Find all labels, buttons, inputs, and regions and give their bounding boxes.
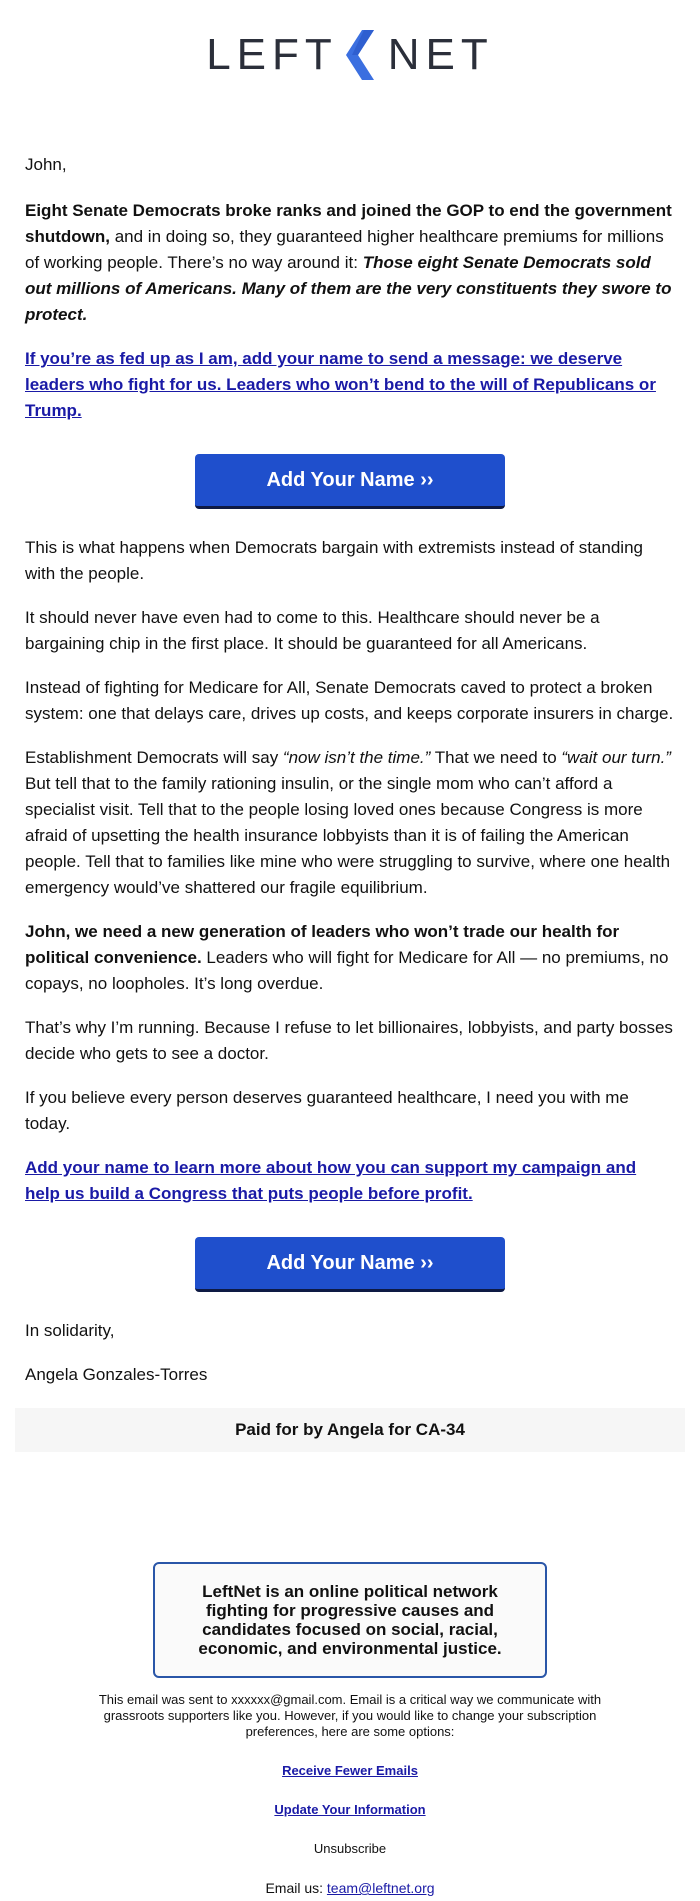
- receive-fewer-emails-link[interactable]: Receive Fewer Emails: [282, 1763, 418, 1778]
- paragraph-cta-link-2: [25, 1155, 675, 1207]
- leftnet-logo: [206, 30, 494, 80]
- footer-link-fewer: [0, 1758, 700, 1784]
- button-wrap-1: [25, 454, 675, 509]
- paragraph-7: That’s why I’m running. Because I refuse to let billionaires, lobbyists, and party bosses decide who gets to see a doctor.: [25, 1018, 673, 1063]
- paragraph-intro: [25, 198, 675, 328]
- p5-quote-1: “now isn’t the time.”: [282, 748, 431, 767]
- p5-b: That we need to: [430, 748, 562, 767]
- button-wrap-2: [25, 1237, 675, 1292]
- add-your-name-button-2[interactable]: Add Your Name ››: [195, 1237, 505, 1292]
- p6-bold: John, we need a new generation of leaders who won’t trade our health for political convenience.: [25, 922, 620, 967]
- email-address-link[interactable]: team@leftnet.org: [326, 1880, 435, 1896]
- p5-a: Establishment Democrats will say: [25, 748, 283, 767]
- logo-text-left: LEFT: [206, 30, 338, 79]
- signature: Angela Gonzales-Torres: [25, 1365, 208, 1384]
- header: [0, 0, 700, 100]
- unsubscribe-link[interactable]: Unsubscribe: [313, 1841, 387, 1856]
- p5-quote-2: “wait our turn.”: [561, 748, 671, 767]
- leftnet-about-box: LeftNet is an online political network fighting for progressive causes and candidates focused on social, racial, economic, and environmental justice.: [153, 1562, 547, 1678]
- paragraph-cta-link-1: [25, 346, 675, 424]
- paragraph-4: Instead of fighting for Medicare for All, Senate Democrats caved to protect a broken system: one that delays care, drives up costs, and keeps corporate insurers in charge.: [25, 678, 674, 723]
- paragraph-3: It should never have even had to come to this. Healthcare should never be a bargaining chip in the first place. It should be guaranteed for all Americans.: [25, 608, 600, 653]
- p5-c: But tell that to the family rationing insulin, or the single mom who can’t afford a specialist visit. Tell that to the people losing loved ones because Congress is more afraid of upsetting the health insurance lobbyists than it is of failing the American people. Tell that to families like mine who were struggling to survive, where one health emergency would’ve shattered our fragile equilibrium.: [25, 774, 671, 897]
- intro-text: and in doing so, they guaranteed higher healthcare premiums for millions of working people. There’s no way around it:: [25, 227, 664, 272]
- paragraph-6: [25, 919, 675, 997]
- add-your-name-button-1[interactable]: Add Your Name ››: [195, 454, 505, 509]
- paragraph-5: [25, 745, 675, 901]
- intro-bold: Eight Senate Democrats broke ranks and joined the GOP to end the government shutdown,: [25, 201, 672, 246]
- paragraph-2: This is what happens when Democrats bargain with extremists instead of standing with the people.: [25, 538, 643, 583]
- p6-text: Leaders who will fight for Medicare for All — no premiums, no copays, no loopholes. It’s long overdue.: [25, 948, 669, 993]
- update-information-link[interactable]: Update Your Information: [274, 1802, 426, 1817]
- closing: In solidarity,: [25, 1321, 115, 1340]
- footer-email: [0, 1875, 700, 1901]
- chevron-left-logo-icon: [344, 30, 378, 80]
- intro-bold-italic: Those eight Senate Democrats sold out millions of Americans. Many of them are the very constituents they swore to protect.: [25, 253, 672, 324]
- greeting: John,: [25, 155, 67, 174]
- footer-disclaimer: This email was sent to xxxxxx@gmail.com. Email is a critical way we communicate with grassroots supporters like you. However, if you would like to change your subscription preferences, here are some options:: [98, 1692, 602, 1739]
- email-body: [0, 152, 700, 1388]
- add-name-link-2[interactable]: Add your name to learn more about how you can support my campaign and help us build a Congress that puts people before profit.: [25, 1158, 637, 1203]
- footer-link-update: [0, 1797, 700, 1823]
- logo-text-right: NET: [387, 30, 494, 79]
- paragraph-8: If you believe every person deserves guaranteed healthcare, I need you with me today.: [25, 1088, 629, 1133]
- add-name-link-1[interactable]: If you’re as fed up as I am, add your name to send a message: we deserve leaders who fight for us. Leaders who won’t bend to the will of Republicans or Trump.: [25, 349, 656, 420]
- email-label: Email us:: [265, 1880, 327, 1896]
- paid-for-disclaimer: Paid for by Angela for CA-34: [15, 1408, 685, 1452]
